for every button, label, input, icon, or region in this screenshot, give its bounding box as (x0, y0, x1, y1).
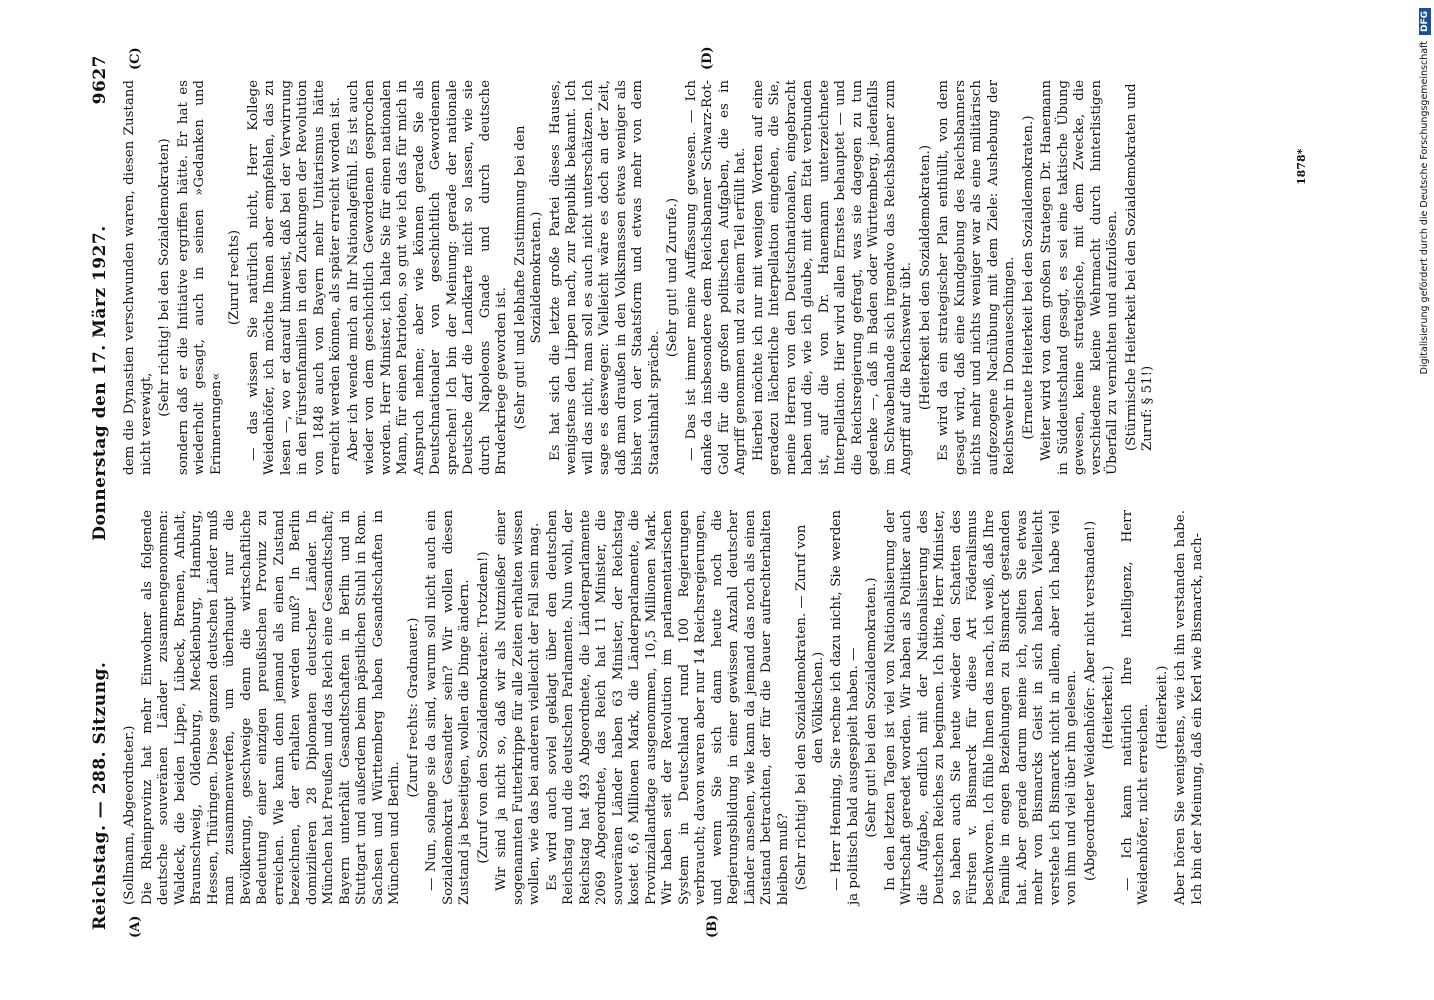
paragraph: — Das ist immer meine Auffassung gewesen. — Ich danke da insbesondere dem Reichsbanner Schwarz-Rot-Gold für die großen politischen Aufgaben, die es in Angriff genommen und zu einem Teil erfüllt hat. (683, 80, 748, 475)
paragraph: Die Rheinprovinz hat mehr Einwohner als folgende deutsche souveränen Länder zusammengenommen: Waldeck, die beiden Lippe, Lübeck, Bremen, Anhalt, Braunschweig, Oldenburg, Mecklenburg, Hamburg, Hessen, Thüringen. Diese ganzen deutschen Länder muß man zusammenwerfen, um überhaupt nur die Bevölkerung, geschweige denn die wirtschaftliche Bedeutung einer einzigen preußischen Provinz zu erreichen. Wie kann denn jemand als einen Zustand bezeichnen, der erhalten werden muß? In Berlin domizilieren 28 Diplomaten deutscher Länder. In München hat Preußen und das Reich eine Gesandtschaft; Bayern unterhält Gesandtschaften in Berlin und in Stuttgart und außerdem beim päpstlichen Stuhl in Rom. Sachsen und Württemberg haben Gesandtschaften in München und Berlin. (139, 510, 402, 905)
paragraph: sondern daß er die Initiative ergriffen hätte. Er hat es wiederholt gesagt, auch in seinen »Gedanken und Erinnerungen« (175, 80, 224, 475)
interjection: (Sehr richtig! bei den Sozialdemokraten) (157, 138, 172, 417)
interjection: (Sehr gut! und Zurufe.) (665, 197, 680, 358)
margin-marker-d: (D) (700, 46, 715, 70)
paragraph: — Nun, solange sie da sind, warum soll nicht auch ein Sozialdemokrat Gesandter sein? Wir wollen diesen Zustand ja beseitigen, wollen die Dinge ändern. (424, 510, 472, 905)
interjection: (Zuruf von den Sozialdemokraten: Trotzdem!) (475, 551, 491, 864)
interjection: (Zuruf rechts) (227, 229, 242, 326)
paragraph: Aber hören Sie wenigstens, wie ich ihn verstanden habe. Ich bin der Meinung, daß ein Kerl wie Bismarck, nach- (1173, 510, 1205, 905)
page-number: 9627 (90, 55, 110, 105)
header-date: Donnerstag den 17. März 1927. (90, 225, 110, 541)
paragraph: Weiter wird von dem großen Strategen Dr. Hanemann in Süddeutschland gesagt, es sei eine taktische Übung gewesen, keine strategische, mit dem Zwecke, die verschiedene kleine Wehrmacht durch hinterlistigen Überfall zu vernichten und aufzulösen. (1039, 80, 1120, 475)
left-column (122, 510, 1207, 905)
interjection: (Zuruf rechts: Gradnauer.) (405, 617, 421, 798)
dfg-sidebar (1418, 8, 1432, 992)
interjection: (Sehr richtig! bei den Sozialdemokraten. — Zuruf von den Völkischen.) (794, 524, 826, 891)
paragraph: Es wird auch soviel geklagt über den deutschen Reichstag und die deutschen Parlamente. Nun wohl, der Reichstag hat 493 Abgeordnete, die Länderparlamente 2069 Abgeordnete, das Reich hat 11 Minister, die souveränen Länder haben 63 Minister, der Reichstag kostet 6,6 Millionen Mark, die Länderparlamente, die Provinziallandtage ausgenommen, 10,5 Millionen Mark. Wir haben seit der Revolution im parlamentarischen System in Deutschland rund 100 Regierungen verbraucht; davon waren aber nur 14 Reichsregierungen, und wenn Sie sich dann heute noch die Regierungsbildung in einer gewissen Anzahl deutscher Länder ansehen, wie kann da jemand das noch als einen Zustand betrachten, der für die Dauer aufrechterhalten bleiben muß? (544, 510, 791, 905)
paragraph: — das wissen Sie natürlich nicht, Herr Kollege Weidenhöfer, ich möchte Ihnen aber empfehlen, das zu lesen —, wo er darauf hinweist, daß bei der Verwirrung in den Fürstenfamilien in den Zuckungen der Revolution von 1848 auch von Bayern mehr Unitarismus hätte erreicht werden können, als später erreicht worden ist. (245, 80, 343, 475)
paragraph: Aber ich wende mich an Ihr Nationalgefühl. Es ist auch wieder von dem geschichtlich Gewordenen gesprochen worden. Herr Minister, ich halte Sie für einen nationalen Mann, für einen Patrioten, so gut wie ich das für mich in Anspruch nehme; aber wie können gerade Sie als Deutschnationaler von geschichtlich Gewordenem sprechen! Ich bin der Meinung: gerade der nationale Deutsche darf die Landkarte nicht so lassen, wie sie durch Napoleons Gnade und durch deutsche Bruderkriege geworden ist. (345, 80, 509, 475)
paragraph: Wir sind ja nicht so, daß wir als Nutznießer einer sogenannten Futterkrippe für alle Zeiten erhalten wissen wollen, wie das bei anderen vielleicht der Fall sein mag. (494, 510, 542, 905)
paragraph: — Herr Henning, Sie rechne ich dazu nicht, Sie werden ja politisch bald ausgespielt haben. — (829, 510, 861, 905)
paragraph: In den letzten Tagen ist viel von Nationalisierung der Wirtschaft geredet worden. Wir haben als Politiker auch die Aufgabe, endlich mit der Nationalisierung des Deutschen Reiches zu beginnen. Ich bitte, Herr Minister, so haben auch Sie heute wieder den Schatten des Fürsten v. Bismarck für diese Art Föderalismus beschworen. Ich fühle Ihnen das nach, ich weiß, daß Ihre Familie in engen Beziehungen zu Bismarck gestanden hat. Aber gerade darum meine ich, sollten Sie etwas mehr von Bismarcks Geist in sich haben. Vielleicht verstehe ich Bismarck nicht in allem, aber ich habe viel von ihm und viel über ihn gelesen. (882, 510, 1079, 905)
interjection: (Sehr gut! und lebhafte Zustimmung bei den Sozialdemokraten.) (512, 125, 544, 430)
interjection: (Stürmische Heiterkeit bei den Sozialdemokraten und Zuruf: § 51!) (1123, 83, 1155, 451)
interjection: (Heiterkeit.) (1101, 665, 1116, 750)
paragraph: dem die Dynastien verschwunden waren, diesen Zustand nicht verewigt, (122, 80, 154, 475)
page-header (80, 55, 110, 930)
margin-marker-c: (C) (128, 47, 143, 70)
interjection: (Heiterkeit bei den Sozialdemokraten.) (917, 144, 933, 411)
margin-marker-a: (A) (128, 915, 143, 938)
right-column (122, 80, 1159, 475)
interjection: (Erneute Heiterkeit bei den Sozialdemokraten.) (1020, 115, 1036, 440)
dfg-logo: DFG (1419, 8, 1431, 35)
interjection: (Abgeordneter Weidenhöfer: Aber nicht verstanden!) (1082, 520, 1098, 881)
footer-number: 1878* (1295, 148, 1308, 185)
paragraph: Es wird da ein strategischer Plan enthüllt, von dem gesagt wird, daß eine Kundgebung des Reichsbanners nichts mehr und nichts weniger war als eine militärisch aufgezogene Nachübung mit dem Ziele: Aushebung der Reichswehr in Donaueschingen. (936, 80, 1017, 475)
margin-marker-b: (B) (705, 914, 720, 938)
interjection: (Heiterkeit.) (1154, 665, 1170, 750)
interjection: (Sehr gut! bei den Sozialdemokraten.) (864, 577, 879, 838)
paragraph: Es hat sich die letzte große Partei dieses Hauses, wenigstens den Lippen nach, zur Republik bekannt. Ich will das nicht, man soll es auch nicht unterschätzen. Ich sage es deswegen: Vielleicht wäre es doch an der Zeit, daß man draußen in den Volksmassen etwas weniger als bisher von der Staatsform und etwas mehr von dem Staatsinhalt spräche. (547, 80, 662, 475)
dfg-sidebar-text: Digitalisierung gefördert durch die Deutsche Forschungsgemeinschaft (1419, 41, 1430, 375)
paragraph: (Sollmann, Abgeordneter.) (122, 725, 137, 905)
header-left: Reichstag. — 288. Sitzung. (90, 661, 110, 930)
paragraph: — Ich kann natürlich Ihre Intelligenz, Herr Weidenhöfer, nicht erreichen. (1119, 510, 1151, 905)
paragraph: Hierbei möchte ich nur mit wenigen Worten auf eine geradezu lächerliche Interpellation eingehen, die Sie, meine Herren von den Deutschnationalen, eingebracht haben und die, wie ich glaube, mit dem Etat verbunden ist, auf die von Dr. Hanemann unterzeichnete Interpellation. Hier wird allen Ernstes behauptet — und die Reichsregierung gefragt, was sie dagegen zu tun gedenke —, daß in Baden oder Württemberg, jedenfalls im Schwabenlande sich irgendwo das Reichsbanner zum Angriff auf die Reichswehr übt. (750, 80, 914, 475)
